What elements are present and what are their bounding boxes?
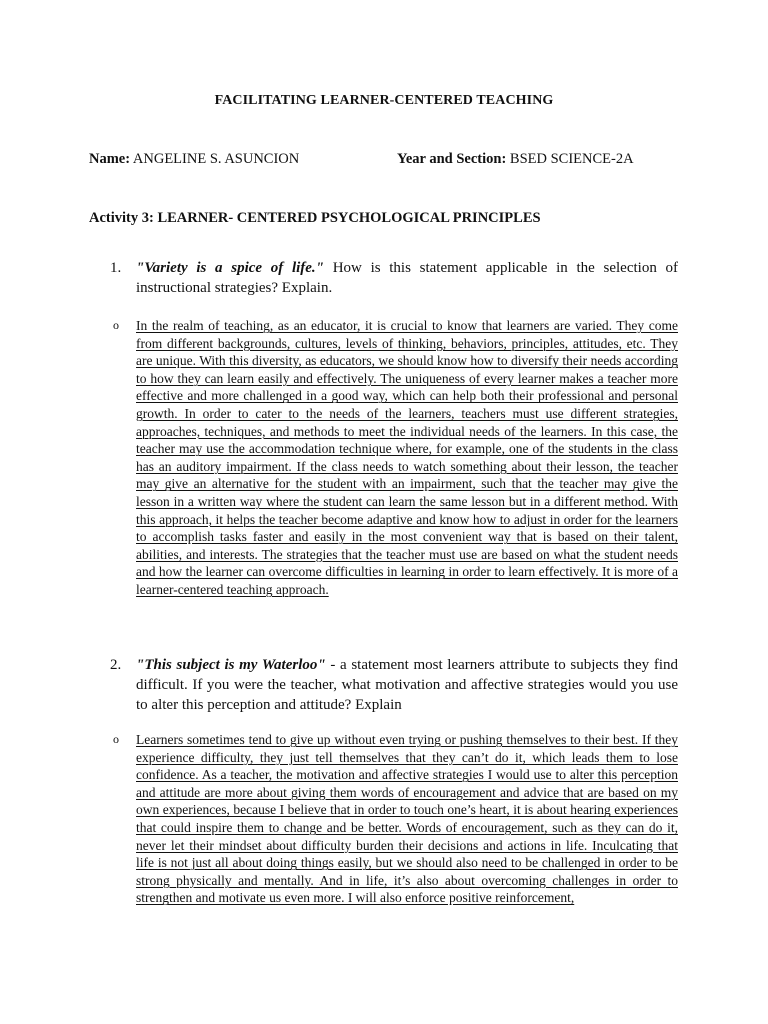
name-value: ANGELINE S. ASUNCION	[132, 151, 300, 167]
question-text	[136, 258, 678, 298]
answer-text: In the realm of teaching, as an educator, it is crucial to know that learners are varied. They come from different backgrounds, cultures, levels of thinking, behaviors, principles, attitudes, etc. They are unique. With this diversity, as educators, we should know how to diversify their needs according to how they can learn easily and effectively. The uniqueness of every learner makes a teacher more effective and more challenged in a good way, which can help both their professional and personal growth. In order to cater to the needs of the learners, teachers must use different strategies, approaches, techniques, and methods to meet the individual needs of the learners. In this case, the teacher may use the accommodation technique where, for example, one of the students in the class has an auditory impairment. If the class needs to watch something about their lesson, the teacher may give an alternative for the student with an impairment, such that the teacher may give the lesson in a written way where the student can learn the same lesson but in a different method. With this approach, it helps the teacher become adaptive and know how to adjust in order for the learners to accomplish tasks faster and easily in the most convenient way that is based on their talent, abilities, and interests. The strategies that the teacher must use are based on what the student needs and how the learner can overcome difficulties in learning in order to learn effectively. It is more of a learner-centered teaching approach.	[136, 318, 678, 597]
question-number: 2.	[110, 657, 122, 673]
bullet-icon: o	[113, 732, 119, 746]
activity-title: Activity 3: LEARNER- CENTERED PSYCHOLOGICAL PRINCIPLES	[89, 210, 541, 226]
question-quote: "This subject is my Waterloo"	[136, 657, 326, 673]
question-2	[110, 655, 678, 715]
bullet-icon: o	[113, 318, 119, 332]
document-title: FACILITATING LEARNER-CENTERED TEACHING	[214, 93, 554, 108]
answer-1	[110, 317, 678, 599]
question-number: 1.	[110, 260, 122, 276]
question-1	[110, 258, 678, 298]
student-info-line	[89, 151, 689, 168]
answer-2	[110, 731, 678, 907]
year-section-value: BSED SCIENCE-2A	[509, 151, 634, 167]
question-quote: "Variety is a spice of life."	[136, 260, 325, 276]
answer-text: Learners sometimes tend to give up without even trying or pushing themselves to their best. If they experience difficulty, they just tell themselves that they can’t do it, which leads them to lose confidence. As a teacher, the motivation and affective strategies I would use to alter this perception and attitude are more about giving them words of encouragement and advice that are based on my own experiences, because I believe that in order to touch one’s heart, it is about hearing experiences that could inspire them to change and be better. Words of encouragement, such as they can do it, never let their mindset about difficulty burden their decisions and actions in life. Inculcating that life is not just all about doing things easily, but we should also need to be challenged in order to be strong physically and mentally. And in life, it’s also about overcoming challenges in order to strengthen and motivate us even more. I will also enforce positive reinforcement,	[136, 732, 678, 906]
question-body: How is this statement applicable in the selection of instructional strategies? Explain.	[136, 260, 679, 296]
question-body: - a statement most learners attribute to subjects they find difficult. If you were the teacher, what motivation and affective strategies would you use to alter this perception and attitude? Explain	[136, 657, 678, 713]
year-section	[397, 151, 634, 168]
question-text	[136, 655, 678, 715]
year-section-label: Year and Section:	[397, 151, 507, 167]
name-label: Name:	[89, 151, 131, 167]
